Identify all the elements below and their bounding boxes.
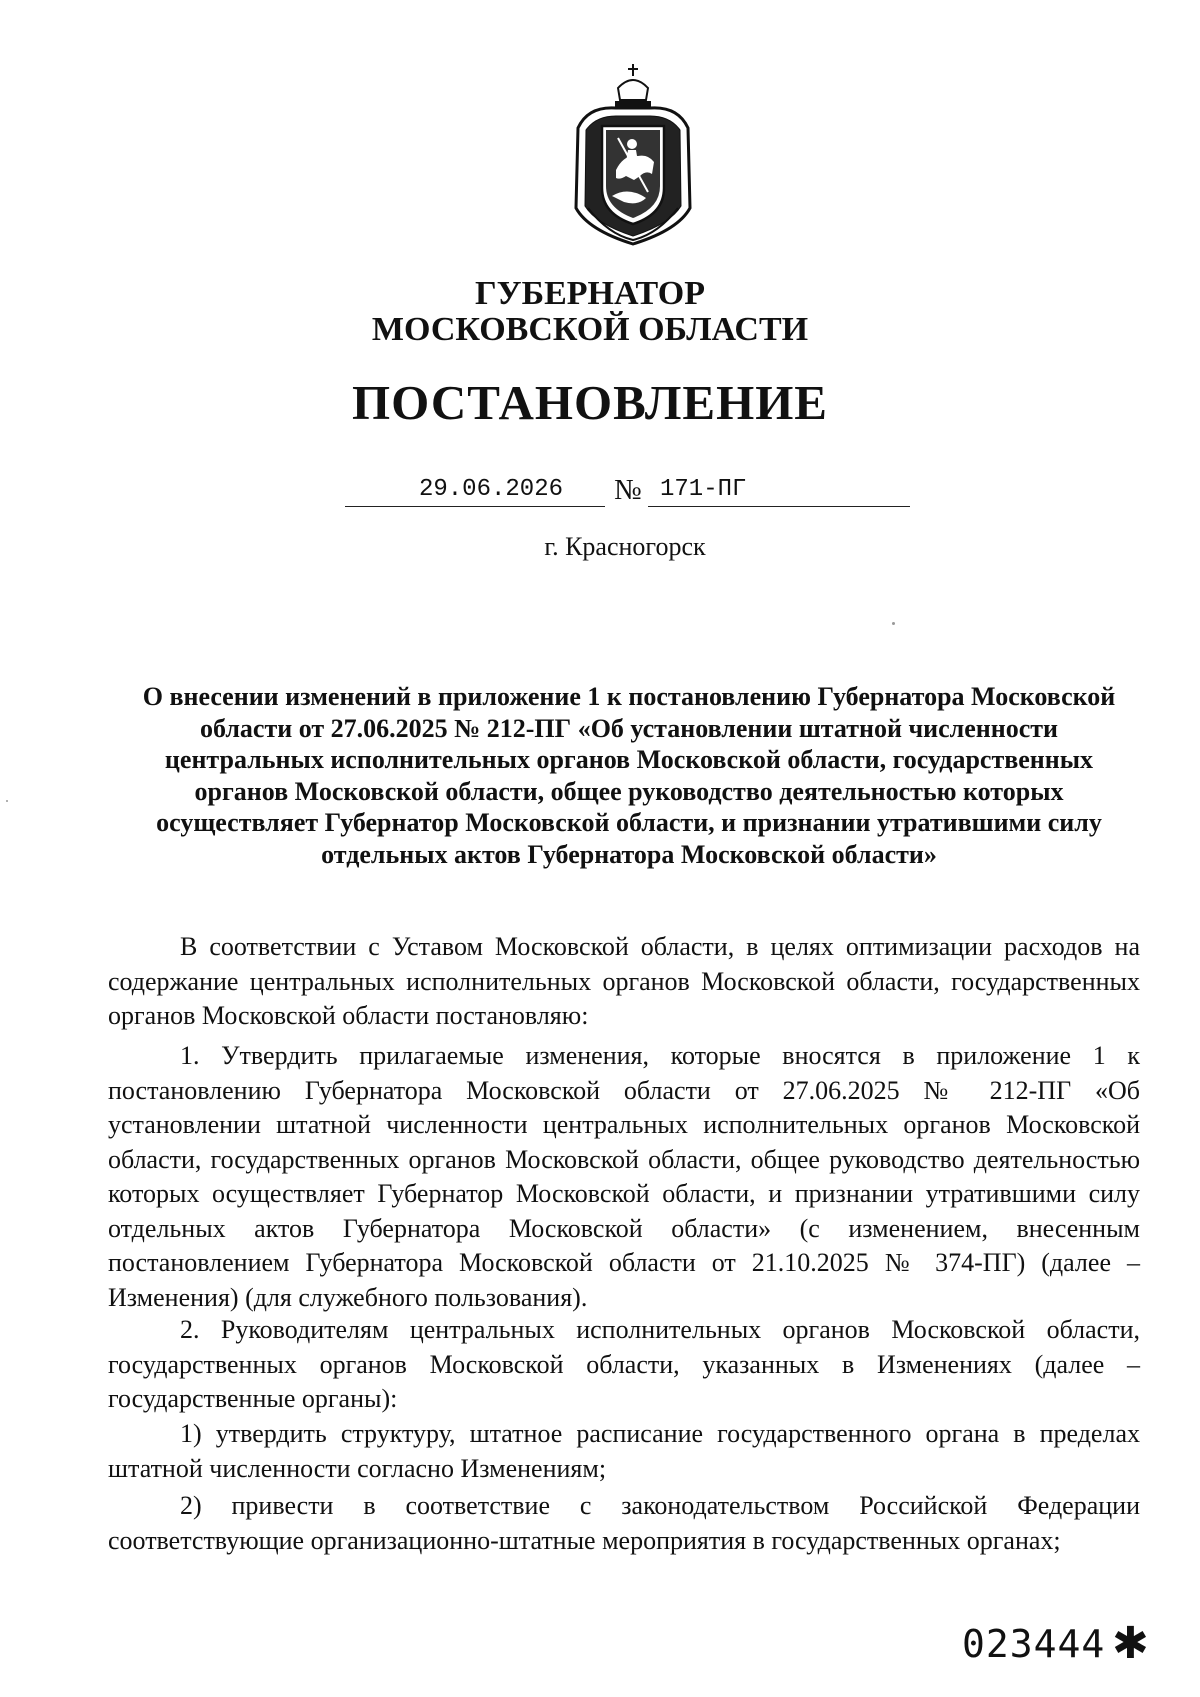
body-paragraph-2 xyxy=(108,1039,1140,1315)
paragraph-text: 1) утвердить структуру, штатное расписание государственного органа в пределах штатной численности согласно Изменениям; xyxy=(108,1419,1140,1483)
paragraph-text: 2. Руководителям центральных исполнительных органов Московской области, государственных органов Московской области, указанных в Изменениях (далее – государственные органы): xyxy=(108,1315,1140,1413)
number-sign: № xyxy=(614,474,642,506)
body-paragraph-5 xyxy=(108,1489,1140,1558)
document-date: 29.06.2026 xyxy=(418,476,563,503)
scan-speck xyxy=(6,800,8,802)
document-number: 171-ПГ xyxy=(660,476,747,503)
city-label: г. Красногорск xyxy=(544,532,706,561)
serial-number: 023444 xyxy=(962,1622,1106,1666)
body-paragraph-1 xyxy=(108,930,1140,1034)
authority-title-line-2: МОСКОВСКОЙ ОБЛАСТИ xyxy=(371,311,809,348)
moscow-oblast-coat-of-arms-icon xyxy=(568,58,698,248)
body-paragraph-4 xyxy=(108,1417,1140,1486)
asterisk-mark-icon: ✱ xyxy=(1112,1618,1149,1669)
scan-speck xyxy=(892,622,895,625)
body-paragraph-3 xyxy=(108,1313,1140,1417)
paragraph-text: В соответствии с Уставом Московской области, в целях оптимизации расходов на содержание центральных исполнительных органов Московской области, государственных органов Московской области постановляю: xyxy=(108,932,1140,1030)
authority-title-line-1: ГУБЕРНАТОР xyxy=(475,275,705,312)
document-type-title: ПОСТАНОВЛЕНИЕ xyxy=(352,375,828,430)
number-field xyxy=(648,478,910,507)
paragraph-text: 2) привести в соответствие с законодательством Российской Федерации соответствующие организационно-штатные мероприятия в государственных органах; xyxy=(108,1491,1140,1555)
date-field xyxy=(345,478,605,507)
document-subject-heading: О внесении изменений в приложение 1 к постановлению Губернатора Московской области от 27.06.2025 № 212-ПГ «Об установлении штатной численности центральных исполнительных органов Московской области, государственных органов Московской области, общее руководство деятельностью которых осуществляет Губернатор Московской области, и признании утратившими силу отдельных актов Губернатора Московской области» xyxy=(142,682,1116,869)
paragraph-text: 1. Утвердить прилагаемые изменения, которые вносятся в приложение 1 к постановлению Губернатора Московской области от 27.06.2025 № 212-ПГ «Об установлении штатной численности центральных исполнительных органов Московской области, государственных органов Московской области, общее руководство деятельностью которых осуществляет Губернатор Московской области, и признании утратившими силу отдельных актов Губернатора Московской области» (с изменением, внесенным постановлением Губернатора Московской области от 21.10.2025 № 374-ПГ) (далее – Изменения) (для служебного пользования). xyxy=(108,1041,1140,1312)
